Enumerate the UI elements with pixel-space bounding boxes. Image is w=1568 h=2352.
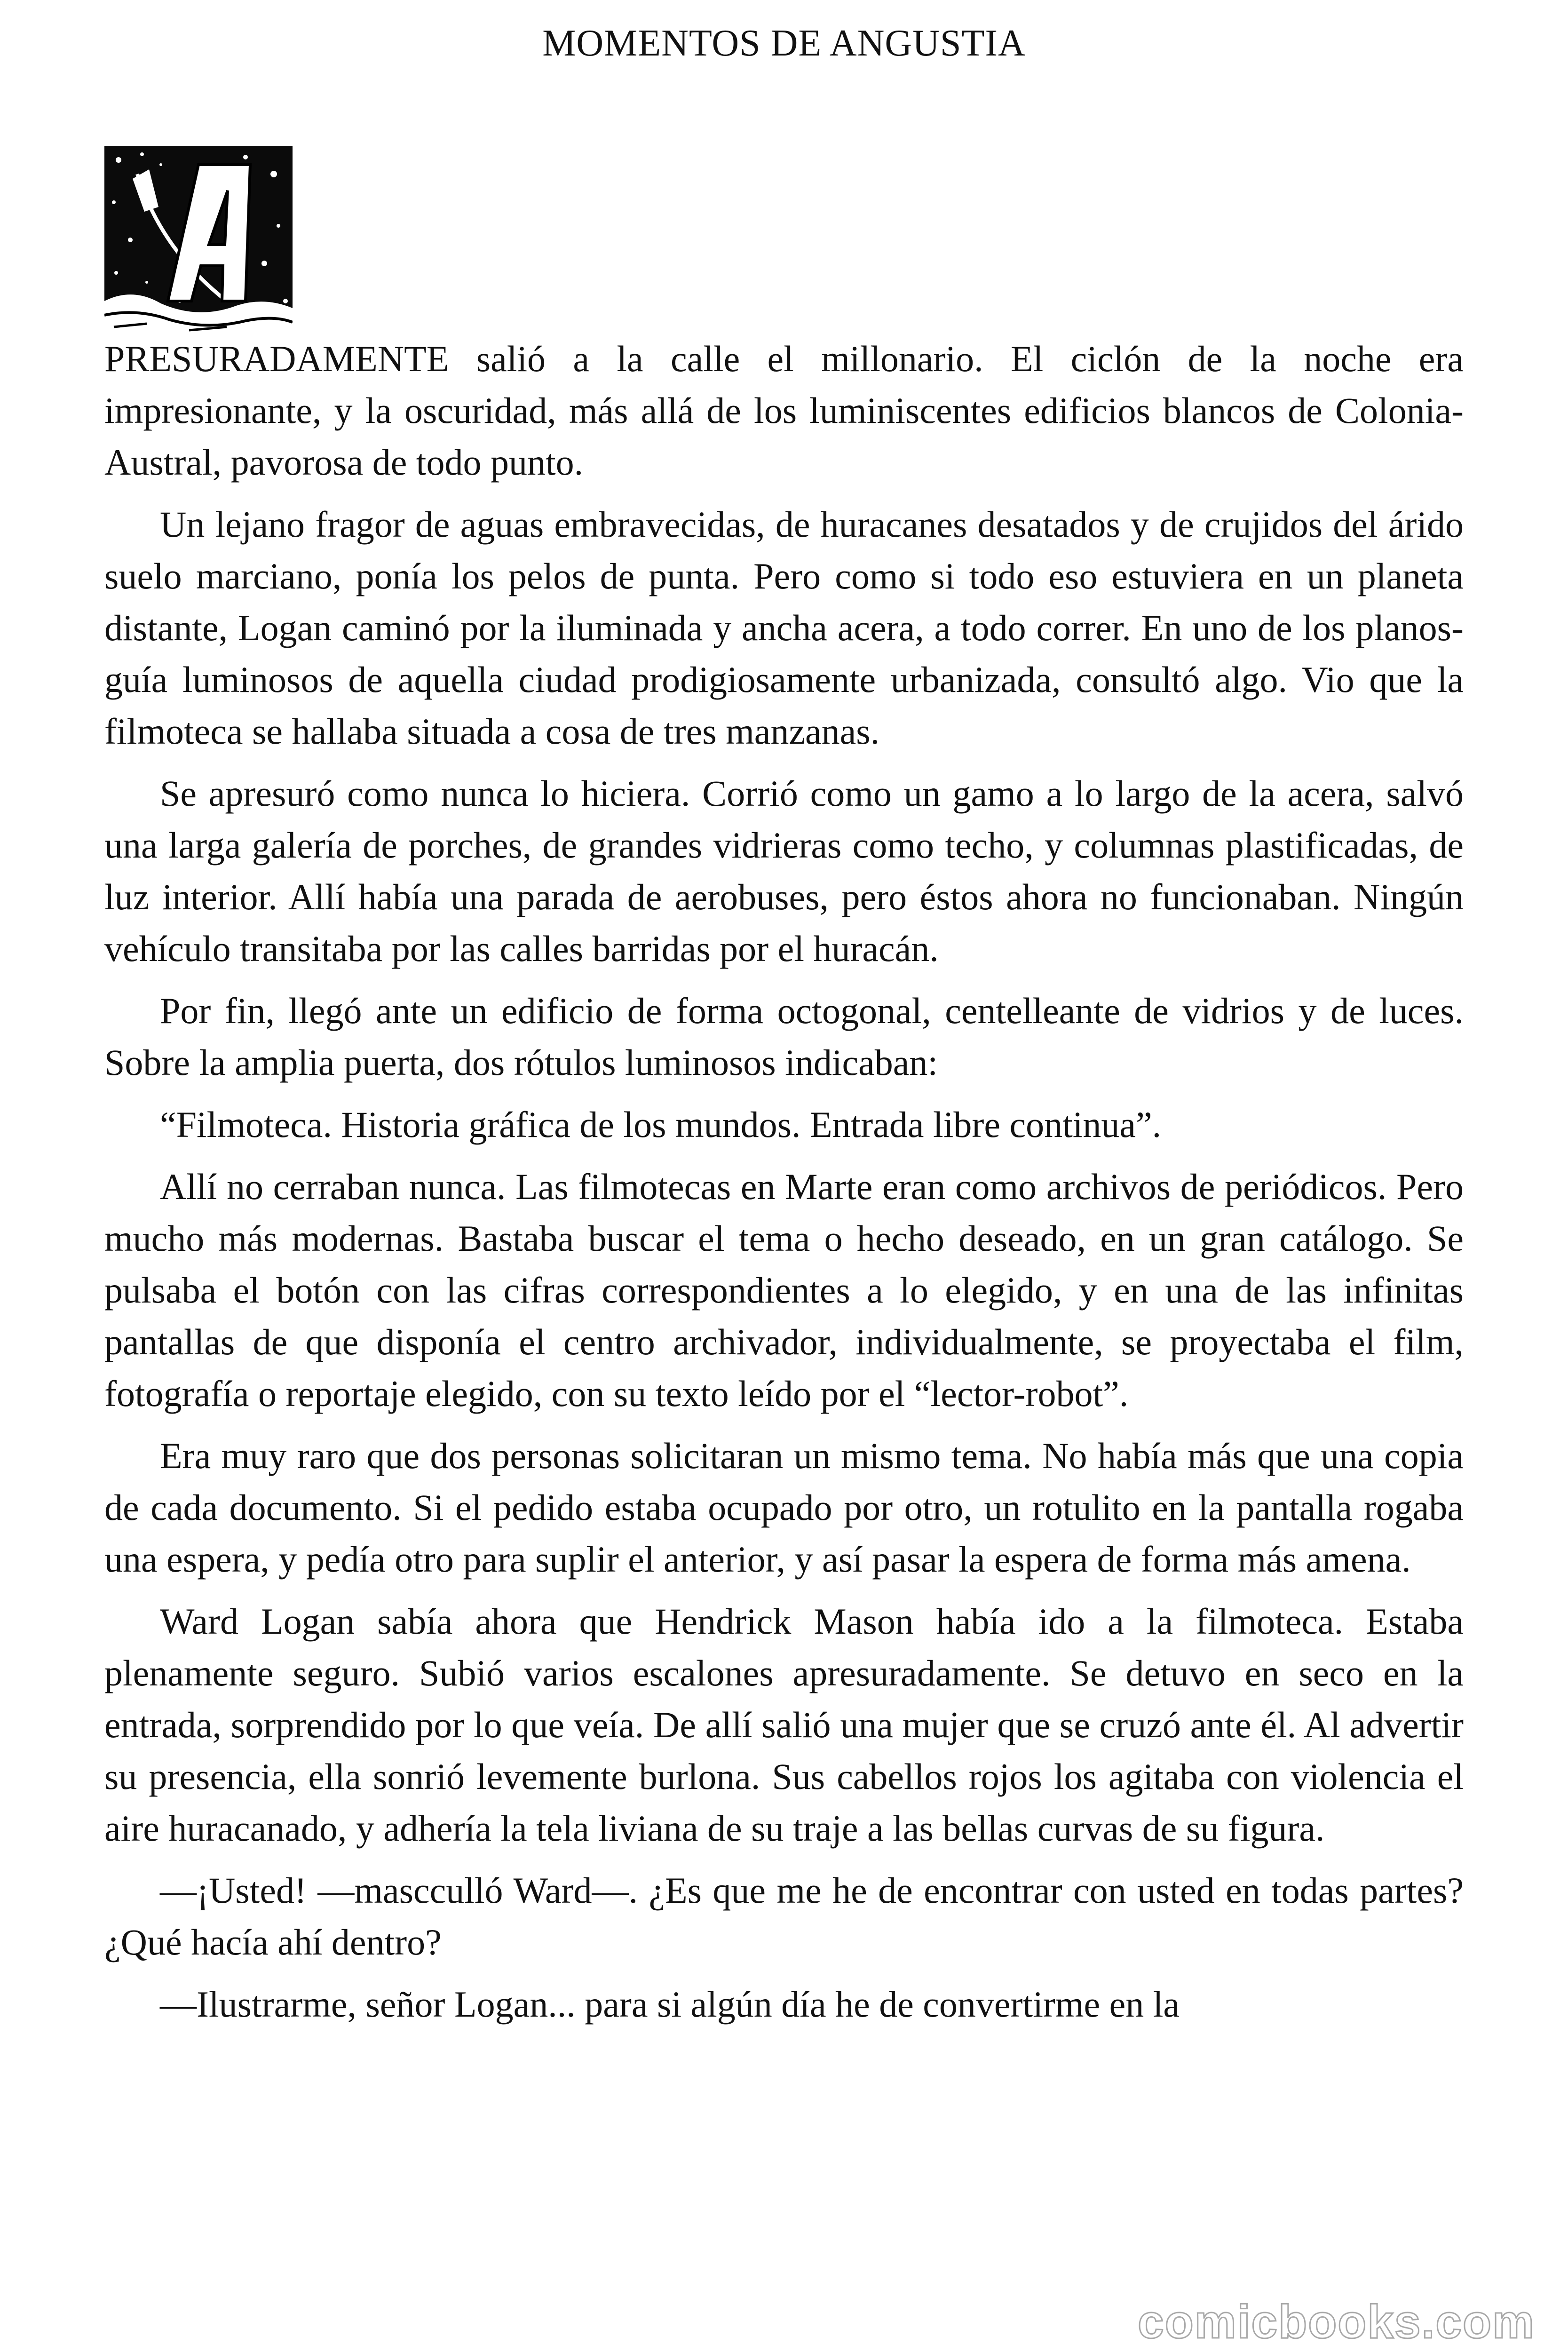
paragraph: “Filmoteca. Historia gráfica de los mundos. Entrada libre continua”.: [160, 1104, 1162, 1145]
paragraph: Era muy raro que dos personas solicitaran un mismo tema. No había más que una copia de cada documento. Si el pedido estaba ocupado por otro, un rotulito en la pantalla rogaba una espera, y pedía otro para suplir el anterior, y así pasar la espera de forma más amena.: [104, 1435, 1464, 1580]
chapter-body: [104, 333, 1464, 2041]
watermark: comicbooks.com: [1138, 2296, 1535, 2348]
running-title: MOMENTOS DE ANGUSTIA: [542, 23, 1026, 64]
paragraph: Ward Logan sabía ahora que Hendrick Mason había ido a la filmoteca. Estaba plenamente seguro. Subió varios escalones apresuradamente. Se detuvo en seco en la entrada, sorprendido por lo que veía. De allí salió una mujer que se cruzó ante él. Al advertir su presencia, ella sonrió levemente burlona. Sus cabellos rojos los agitaba con violencia el aire huracanado, y adhería la tela liviana de su traje a las bellas curvas de su figura.: [104, 1601, 1464, 1849]
paragraph: Allí no cerraban nunca. Las filmotecas en Marte eran como archivos de periódicos. Pero mucho más modernas. Bastaba buscar el tema o hecho deseado, en un gran catálogo. Se pulsaba el botón con las cifras correspondientes a lo elegido, y en una de las infinitas pantallas de que disponía el centro archivador, individualmente, se proyectaba el film, fotografía o reportaje elegido, con su texto leído por el “lector-robot”.: [104, 1166, 1464, 1414]
paragraph: —Ilustrarme, señor Logan... para si algún día he de convertirme en la: [160, 1984, 1180, 2025]
paragraph: Se apresuró como nunca lo hiciera. Corrió como un gamo a lo largo de la acera, salvó una larga galería de porches, de grandes vidrieras como techo, y columnas plastificadas, de luz interior. Allí había una parada de aerobuses, pero éstos ahora no funcionaban. Ningún vehículo transitaba por las calles barridas por el huracán.: [104, 773, 1464, 969]
paragraph: PRESURADAMENTE salió a la calle el millonario. El ciclón de la noche era impresionante, y la oscuridad, más allá de los luminiscentes edificios blancos de Colonia-Austral, pavorosa de todo punto.: [104, 338, 1464, 483]
paragraph: Un lejano fragor de aguas embravecidas, de huracanes desatados y de crujidos del árido suelo marciano, ponía los pelos de punta. Pero como si todo eso estuviera en un planeta distante, Logan caminó por la iluminada y ancha acera, a todo correr. En uno de los planos-guía luminosos de aquella ciudad prodigiosamente urbanizada, consultó algo. Vio que la filmoteca se hallaba situada a cosa de tres manzanas.: [104, 504, 1464, 752]
rocket-drop-cap-icon: [104, 146, 293, 334]
paragraph: —¡Usted! —mascculló Ward—. ¿Es que me he de encontrar con usted en todas partes? ¿Qué hacía ahí dentro?: [104, 1870, 1464, 1963]
paragraph: Por fin, llegó ante un edificio de forma octogonal, centelleante de vidrios y de luces. Sobre la amplia puerta, dos rótulos luminosos indicaban:: [104, 990, 1464, 1083]
